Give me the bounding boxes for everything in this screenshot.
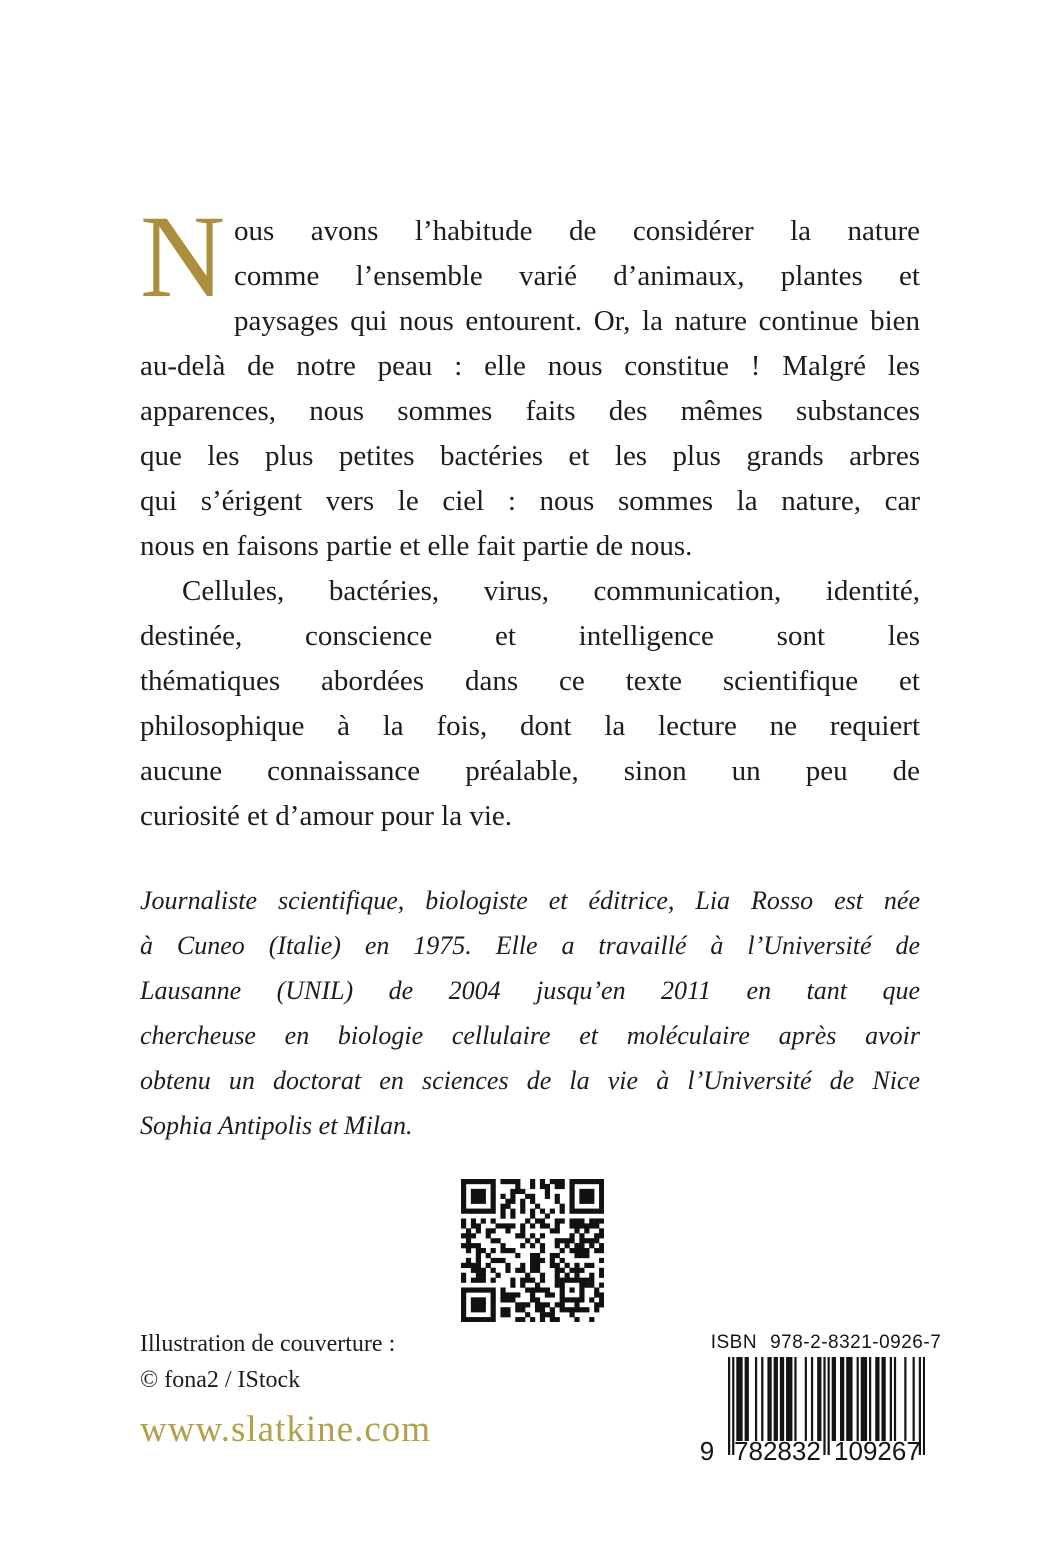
author-bio xyxy=(140,878,920,1148)
text-line: philosophique à la fois, dont la lecture ne requiert xyxy=(140,710,920,742)
text-line: obtenu un doctorat en sciences de la vie à l’Université de Nice xyxy=(140,1066,920,1095)
text-line: thématiques abordées dans ce texte scientifique et xyxy=(140,665,920,697)
barcode-digit: 8 xyxy=(748,1436,763,1466)
text-line: Sophia Antipolis et Milan. xyxy=(140,1111,413,1140)
text-line: aucune connaissance préalable, sinon un peu de xyxy=(140,755,920,787)
barcode-digit: 1 xyxy=(834,1436,849,1466)
barcode-digit-first: 9 xyxy=(699,1436,715,1466)
publisher-website: www.slatkine.com xyxy=(140,1409,432,1450)
barcode-digit: 2 xyxy=(762,1436,778,1466)
barcode-digit: 6 xyxy=(891,1436,907,1466)
text-line: Journaliste scientifique, biologiste et éditrice, Lia Rosso est née xyxy=(140,886,920,915)
barcode-digit: 7 xyxy=(734,1436,749,1466)
synopsis-paragraph-1 xyxy=(140,191,920,569)
drop-cap xyxy=(140,191,226,322)
cover-credit xyxy=(140,1326,395,1398)
cover-credit-line2: © fona2 / IStock xyxy=(140,1367,301,1393)
text-line: Cellules, bactéries, virus, communication, identité, xyxy=(182,575,920,607)
qr-code xyxy=(461,1179,604,1322)
text-line: comme l’ensemble varié d’animaux, plantes et xyxy=(234,260,920,292)
barcode-digit: 7 xyxy=(906,1436,921,1466)
text-line: que les plus petites bactéries et les plus grands arbres xyxy=(140,440,920,472)
barcode-digit: 9 xyxy=(862,1436,878,1466)
barcode-digits-right xyxy=(834,1437,920,1465)
text-line: curiosité et d’amour pour la vie. xyxy=(140,800,513,832)
text-line: destinée, conscience et intelligence sont les xyxy=(140,620,920,652)
barcode-digit: 8 xyxy=(777,1436,792,1466)
barcode-digit: 0 xyxy=(848,1436,863,1466)
text-line: Lausanne (UNIL) de 2004 jusqu’en 2011 en tant que xyxy=(140,976,920,1005)
barcode-digit: 2 xyxy=(877,1436,892,1466)
text-line: apparences, nous sommes faits des mêmes substances xyxy=(140,395,920,427)
text-line: ous avons l’habitude de considérer la nature xyxy=(234,215,920,247)
isbn-line xyxy=(710,1332,942,1354)
text-line: à Cuneo (Italie) en 1975. Elle a travaillé à l’Université de xyxy=(140,931,920,960)
isbn-number: 978-2-8321-0926-7 xyxy=(770,1332,942,1353)
barcode-digits-left xyxy=(734,1437,820,1465)
barcode-digit: 2 xyxy=(806,1436,821,1466)
drop-cap-letter: N xyxy=(140,191,226,322)
isbn-label: ISBN xyxy=(710,1332,758,1353)
text-line: nous en faisons partie et elle fait partie de nous. xyxy=(140,530,693,562)
text-line: paysages qui nous entourent. Or, la nature continue bien xyxy=(234,305,920,337)
text-line: qui s’érigent vers le ciel : nous sommes la nature, car xyxy=(140,485,920,517)
text-line: au-delà de notre peau : elle nous constitue ! Malgré les xyxy=(140,350,920,382)
barcode-digit: 3 xyxy=(791,1436,807,1466)
cover-credit-line1: Illustration de couverture : xyxy=(140,1331,396,1357)
paragraph-lines xyxy=(140,191,920,569)
synopsis-paragraph-2 xyxy=(140,569,920,839)
text-line: chercheuse en biologie cellulaire et moléculaire après avoir xyxy=(140,1021,920,1050)
isbn-block xyxy=(694,1332,942,1472)
